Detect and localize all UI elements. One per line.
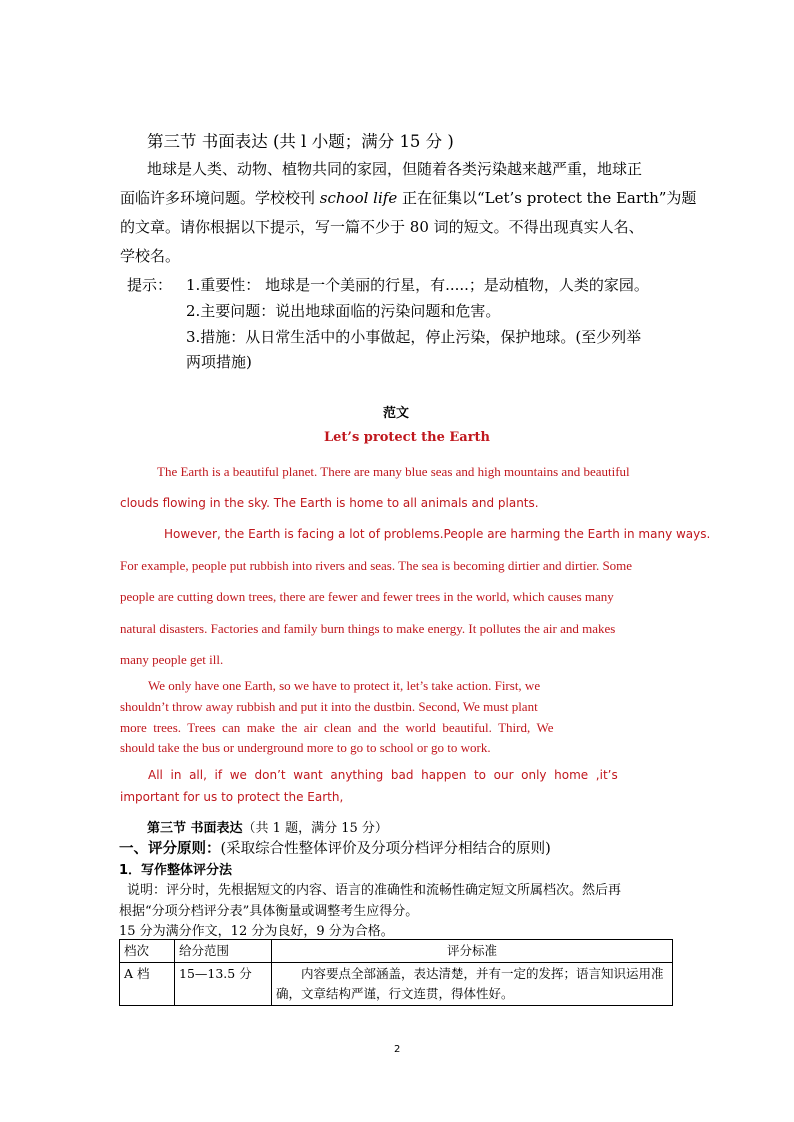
hint-1: 1.重要性： 地球是一个美丽的行星，有.....；是动植物，人类的家园。 (186, 276, 649, 294)
hint-label: 提示： (127, 276, 173, 294)
essay-p4-line-2: important for us to protect the Earth, (120, 790, 344, 804)
desc-line-1: 说明：评分时，先根据短文的内容、语言的准确性和流畅性确定短文所属档次。然后再 (127, 883, 622, 898)
method-heading: 1．写作整体评分法 (119, 863, 233, 878)
essay-p1-line-2: clouds flowing in the sky. The Earth is home to all animals and plants. (120, 496, 539, 510)
header-range: 给分范围 (175, 940, 272, 963)
essay-p2-line-3: people are cutting down trees, there are fewer and fewer trees in the world, which causes many (120, 589, 614, 604)
essay-p3-line-4: should take the bus or underground more to go to school or go to work. (120, 740, 491, 755)
header-level: 档次 (120, 940, 175, 963)
grading-table (119, 939, 673, 1006)
essay-p2-line-2: For example, people put rubbish into rivers and seas. The sea is becoming dirtier and dirtier. Some (120, 558, 633, 573)
model-essay-title: Let’s protect the Earth (324, 430, 491, 445)
hint-3: 3.措施：从日常生活中的小事做起，停止污染，保护地球。(至少列举 (186, 328, 642, 346)
grading-section-title: 第三节 书面表达（共 1 题，满分 15 分） (147, 821, 388, 836)
essay-p3-line-2: shouldn’t throw away rubbish and put it into the dustbin. Second, We must plant (120, 699, 538, 714)
essay-p3-line-3: more trees. Trees can make the air clean and the world beautiful. Third, We (120, 720, 554, 735)
essay-p1-line-1: The Earth is a beautiful planet. There are many blue seas and high mountains and beautiful (157, 464, 630, 479)
row-range: 15—13.5 分 (175, 963, 272, 1006)
intro-line-1: 地球是人类、动物、植物共同的家园，但随着各类污染越来越严重，地球正 (147, 160, 643, 178)
hint-3-cont: 两项措施) (186, 353, 252, 371)
desc-line-3: 15 分为满分作文，12 分为良好，9 分为合格。 (119, 924, 394, 939)
essay-p4-line-1: All in all, if we don’t want anything bad happen to our only home ,it’s (148, 768, 618, 782)
model-essay-label: 范文 (383, 406, 410, 421)
header-criteria: 评分标准 (272, 940, 673, 963)
table-header-row (120, 940, 673, 963)
page-number: 2 (394, 1044, 401, 1055)
intro-line-2: 面临许多环境问题。学校校刊 school life 正在征集以“Let’s protect the Earth”为题 (120, 189, 697, 207)
intro-line-3: 的文章。请你根据以下提示，写一篇不少于 80 词的短文。不得出现真实人名、 (120, 218, 644, 236)
grading-principle: 一、评分原则：(采取综合性整体评价及分项分档评分相结合的原则) (119, 841, 551, 857)
desc-line-2: 根据“分项分档评分表”具体衡量或调整考生应得分。 (119, 904, 419, 919)
essay-p2-line-4: natural disasters. Factories and family burn things to make energy. It pollutes the air and makes (120, 621, 616, 636)
section-title: 第三节 书面表达 (共 l 小题；满分 15 分 ) (147, 132, 454, 151)
essay-p2-line-5: many people get ill. (120, 652, 224, 667)
essay-p3-line-1: We only have one Earth, so we have to protect it, let’s take action. First, we (148, 678, 541, 693)
row-criteria: 内容要点全部涵盖，表达清楚，并有一定的发挥；语言知识运用准确，文章结构严谨，行文连贯，得体性好。 (272, 963, 673, 1006)
table-row (120, 963, 673, 1006)
hint-2: 2.主要问题：说出地球面临的污染问题和危害。 (186, 302, 501, 320)
essay-p2-line-1: However, the Earth is facing a lot of problems.People are harming the Earth in many ways. (164, 527, 711, 541)
row-level: A 档 (120, 963, 175, 1006)
intro-line-4: 学校名。 (120, 247, 181, 265)
